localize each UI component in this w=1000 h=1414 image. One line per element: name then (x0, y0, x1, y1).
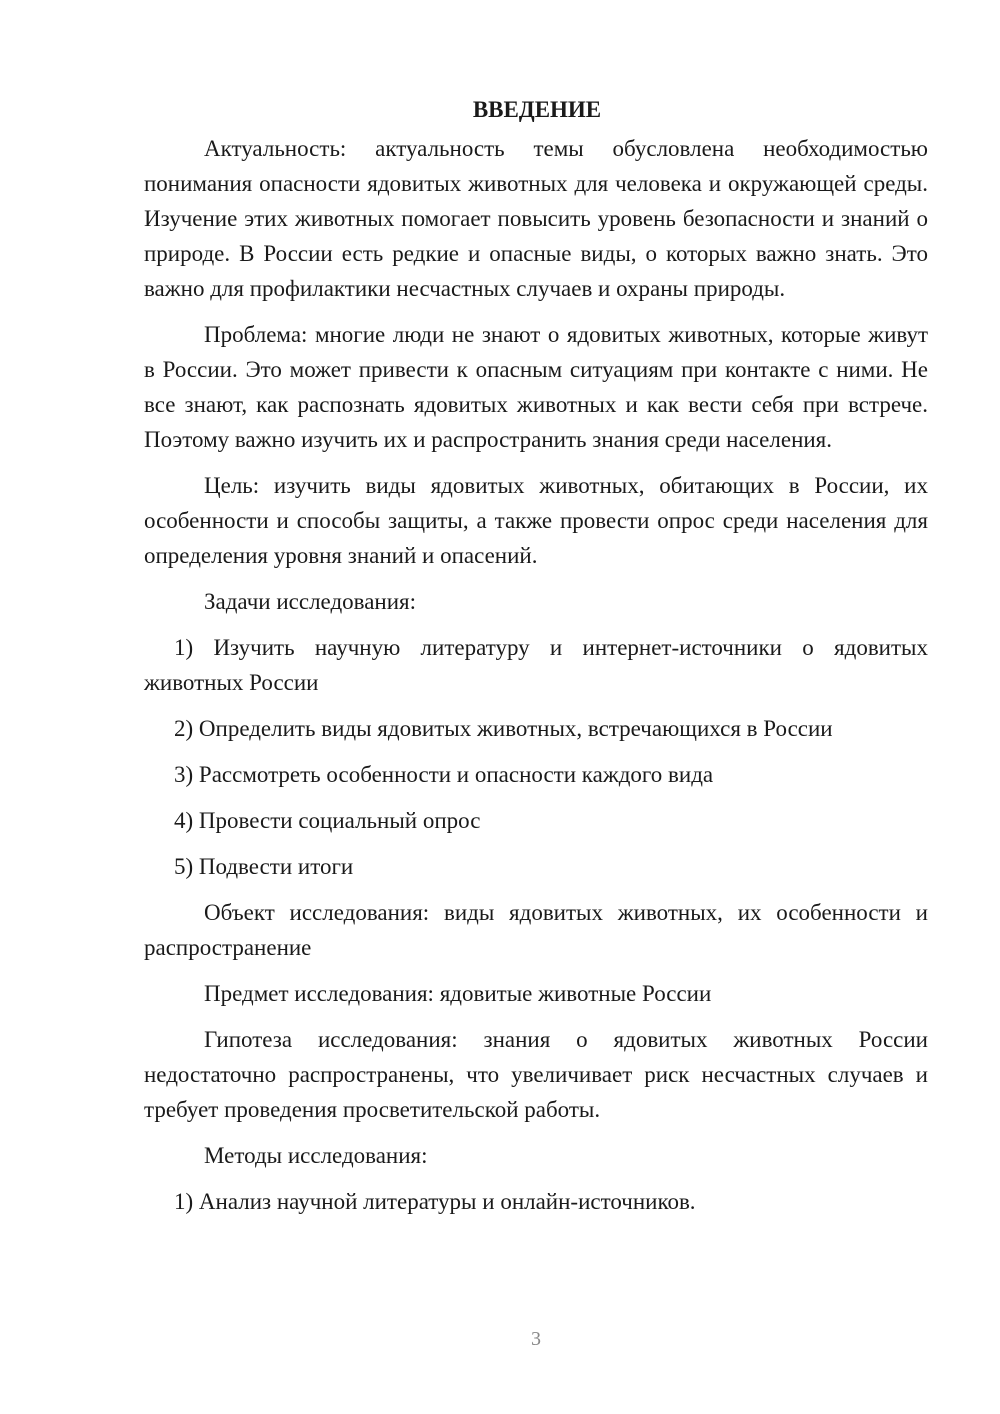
document-page (144, 92, 928, 1230)
task-item: 2) Определить виды ядовитых животных, встречающихся в России (174, 716, 833, 741)
method-item: 1) Анализ научной литературы и онлайн-источников. (174, 1189, 696, 1214)
relevance-paragraph: Актуальность: актуальность темы обусловлена необходимостью понимания опасности ядовитых животных для человека и окружающей среды. Изучение этих животных помогает повысить уровень безопасности и знаний о природе. В России есть редкие и опасные виды, о которых важно знать. Это важно для профилактики несчастных случаев и охраны природы. (144, 136, 928, 301)
tasks-heading: Задачи исследования: (204, 589, 417, 614)
task-item: 1) Изучить научную литературу и интернет-источники о ядовитых животных России (144, 635, 928, 695)
goal-paragraph: Цель: изучить виды ядовитых животных, обитающих в России, их особенности и способы защиты, а также провести опрос среди населения для определения уровня знаний и опасений. (144, 473, 928, 568)
object-paragraph: Объект исследования: виды ядовитых животных, их особенности и распространение (144, 900, 928, 960)
problem-paragraph: Проблема: многие люди не знают о ядовитых животных, которые живут в России. Это может привести к опасным ситуациям при контакте с ними. Не все знают, как распознать ядовитых животных и как вести себя при встрече. Поэтому важно изучить их и распространить знания среди населения. (144, 322, 928, 452)
task-item: 4) Провести социальный опрос (174, 808, 481, 833)
hypothesis-paragraph: Гипотеза исследования: знания о ядовитых животных России недостаточно распространены, что увеличивает риск несчастных случаев и требует проведения просветительской работы. (144, 1027, 928, 1122)
page-number: 3 (531, 1328, 541, 1350)
subject-paragraph: Предмет исследования: ядовитые животные России (204, 981, 712, 1006)
task-item: 5) Подвести итоги (174, 854, 354, 879)
task-item: 3) Рассмотреть особенности и опасности каждого вида (174, 762, 714, 787)
section-title: ВВЕДЕНИЕ (472, 97, 602, 122)
methods-heading: Методы исследования: (204, 1143, 428, 1168)
